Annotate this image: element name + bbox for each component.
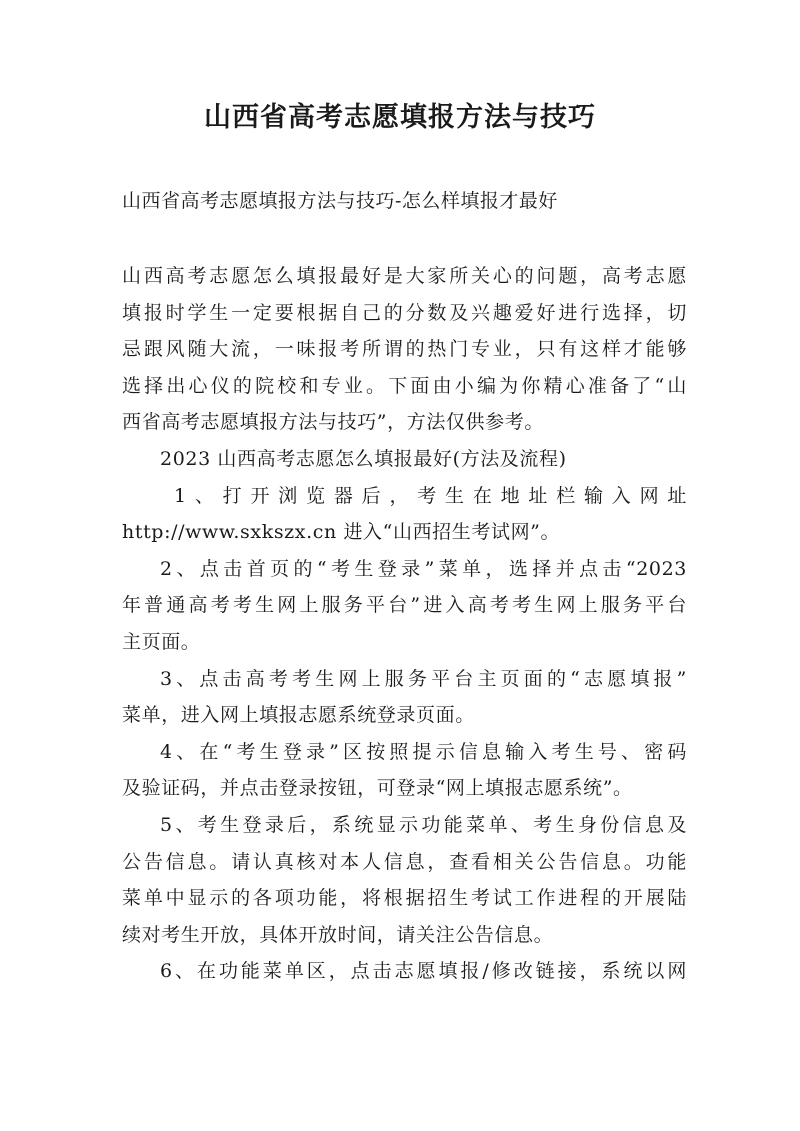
body-line: 西省高考志愿填报方法与技巧”，方法仅供参考。: [122, 411, 544, 434]
document-subtitle: 山西省高考志愿填报方法与技巧-怎么样填报才最好: [122, 190, 558, 212]
body-line: 山西高考志愿怎么填报最好是大家所关心的问题，高考志愿: [122, 265, 687, 287]
step-6-line: 6、在功能菜单区，点击志愿填报/修改链接，系统以网: [160, 960, 687, 983]
step-1-line: http://www.sxkszx.cn 进入“山西招生考试网”。: [122, 521, 561, 544]
step-4-line: 4、在“考生登录”区按照提示信息输入考生号、密码: [160, 740, 687, 763]
step-3-line: 3、点击高考考生网上服务平台主页面的“志愿填报”: [160, 667, 687, 690]
step-2-line: 年普通高考考生网上服务平台”进入高考考生网上服务平台: [122, 594, 687, 617]
step-5-line: 公告信息。请认真核对本人信息，查看相关公告信息。功能: [122, 850, 687, 873]
step-3-line: 菜单，进入网上填报志愿系统登录页面。: [122, 704, 475, 727]
body-line: 填报时学生一定要根据自己的分数及兴趣爱好进行选择，切: [122, 301, 687, 324]
document-body: [122, 258, 687, 990]
body-line: 忌跟风随大流，一味报考所谓的热门专业，只有这样才能够: [122, 338, 687, 361]
body-line: 选择出心仪的院校和专业。下面由小编为你精心准备了“山: [122, 374, 687, 397]
step-2-line: 2、点击首页的“考生登录”菜单，选择并点击“2023: [160, 557, 687, 580]
step-1-line: 1、打开浏览器后，考生在地址栏输入网址: [174, 484, 687, 507]
step-5-line: 5、考生登录后，系统显示功能菜单、考生身份信息及: [160, 813, 687, 836]
step-2-line: 主页面。: [122, 630, 201, 653]
step-5-line: 续对考生开放，具体开放时间，请关注公告信息。: [122, 923, 554, 946]
document-title: 山西省高考志愿填报方法与技巧: [204, 102, 596, 133]
step-4-line: 及验证码，并点击登录按钮，可登录“网上填报志愿系统”。: [122, 777, 633, 800]
section-heading: 2023 山西高考志愿怎么填报最好(方法及流程): [160, 447, 567, 470]
step-5-line: 菜单中显示的各项功能，将根据招生考试工作进程的开展陆: [122, 887, 687, 910]
